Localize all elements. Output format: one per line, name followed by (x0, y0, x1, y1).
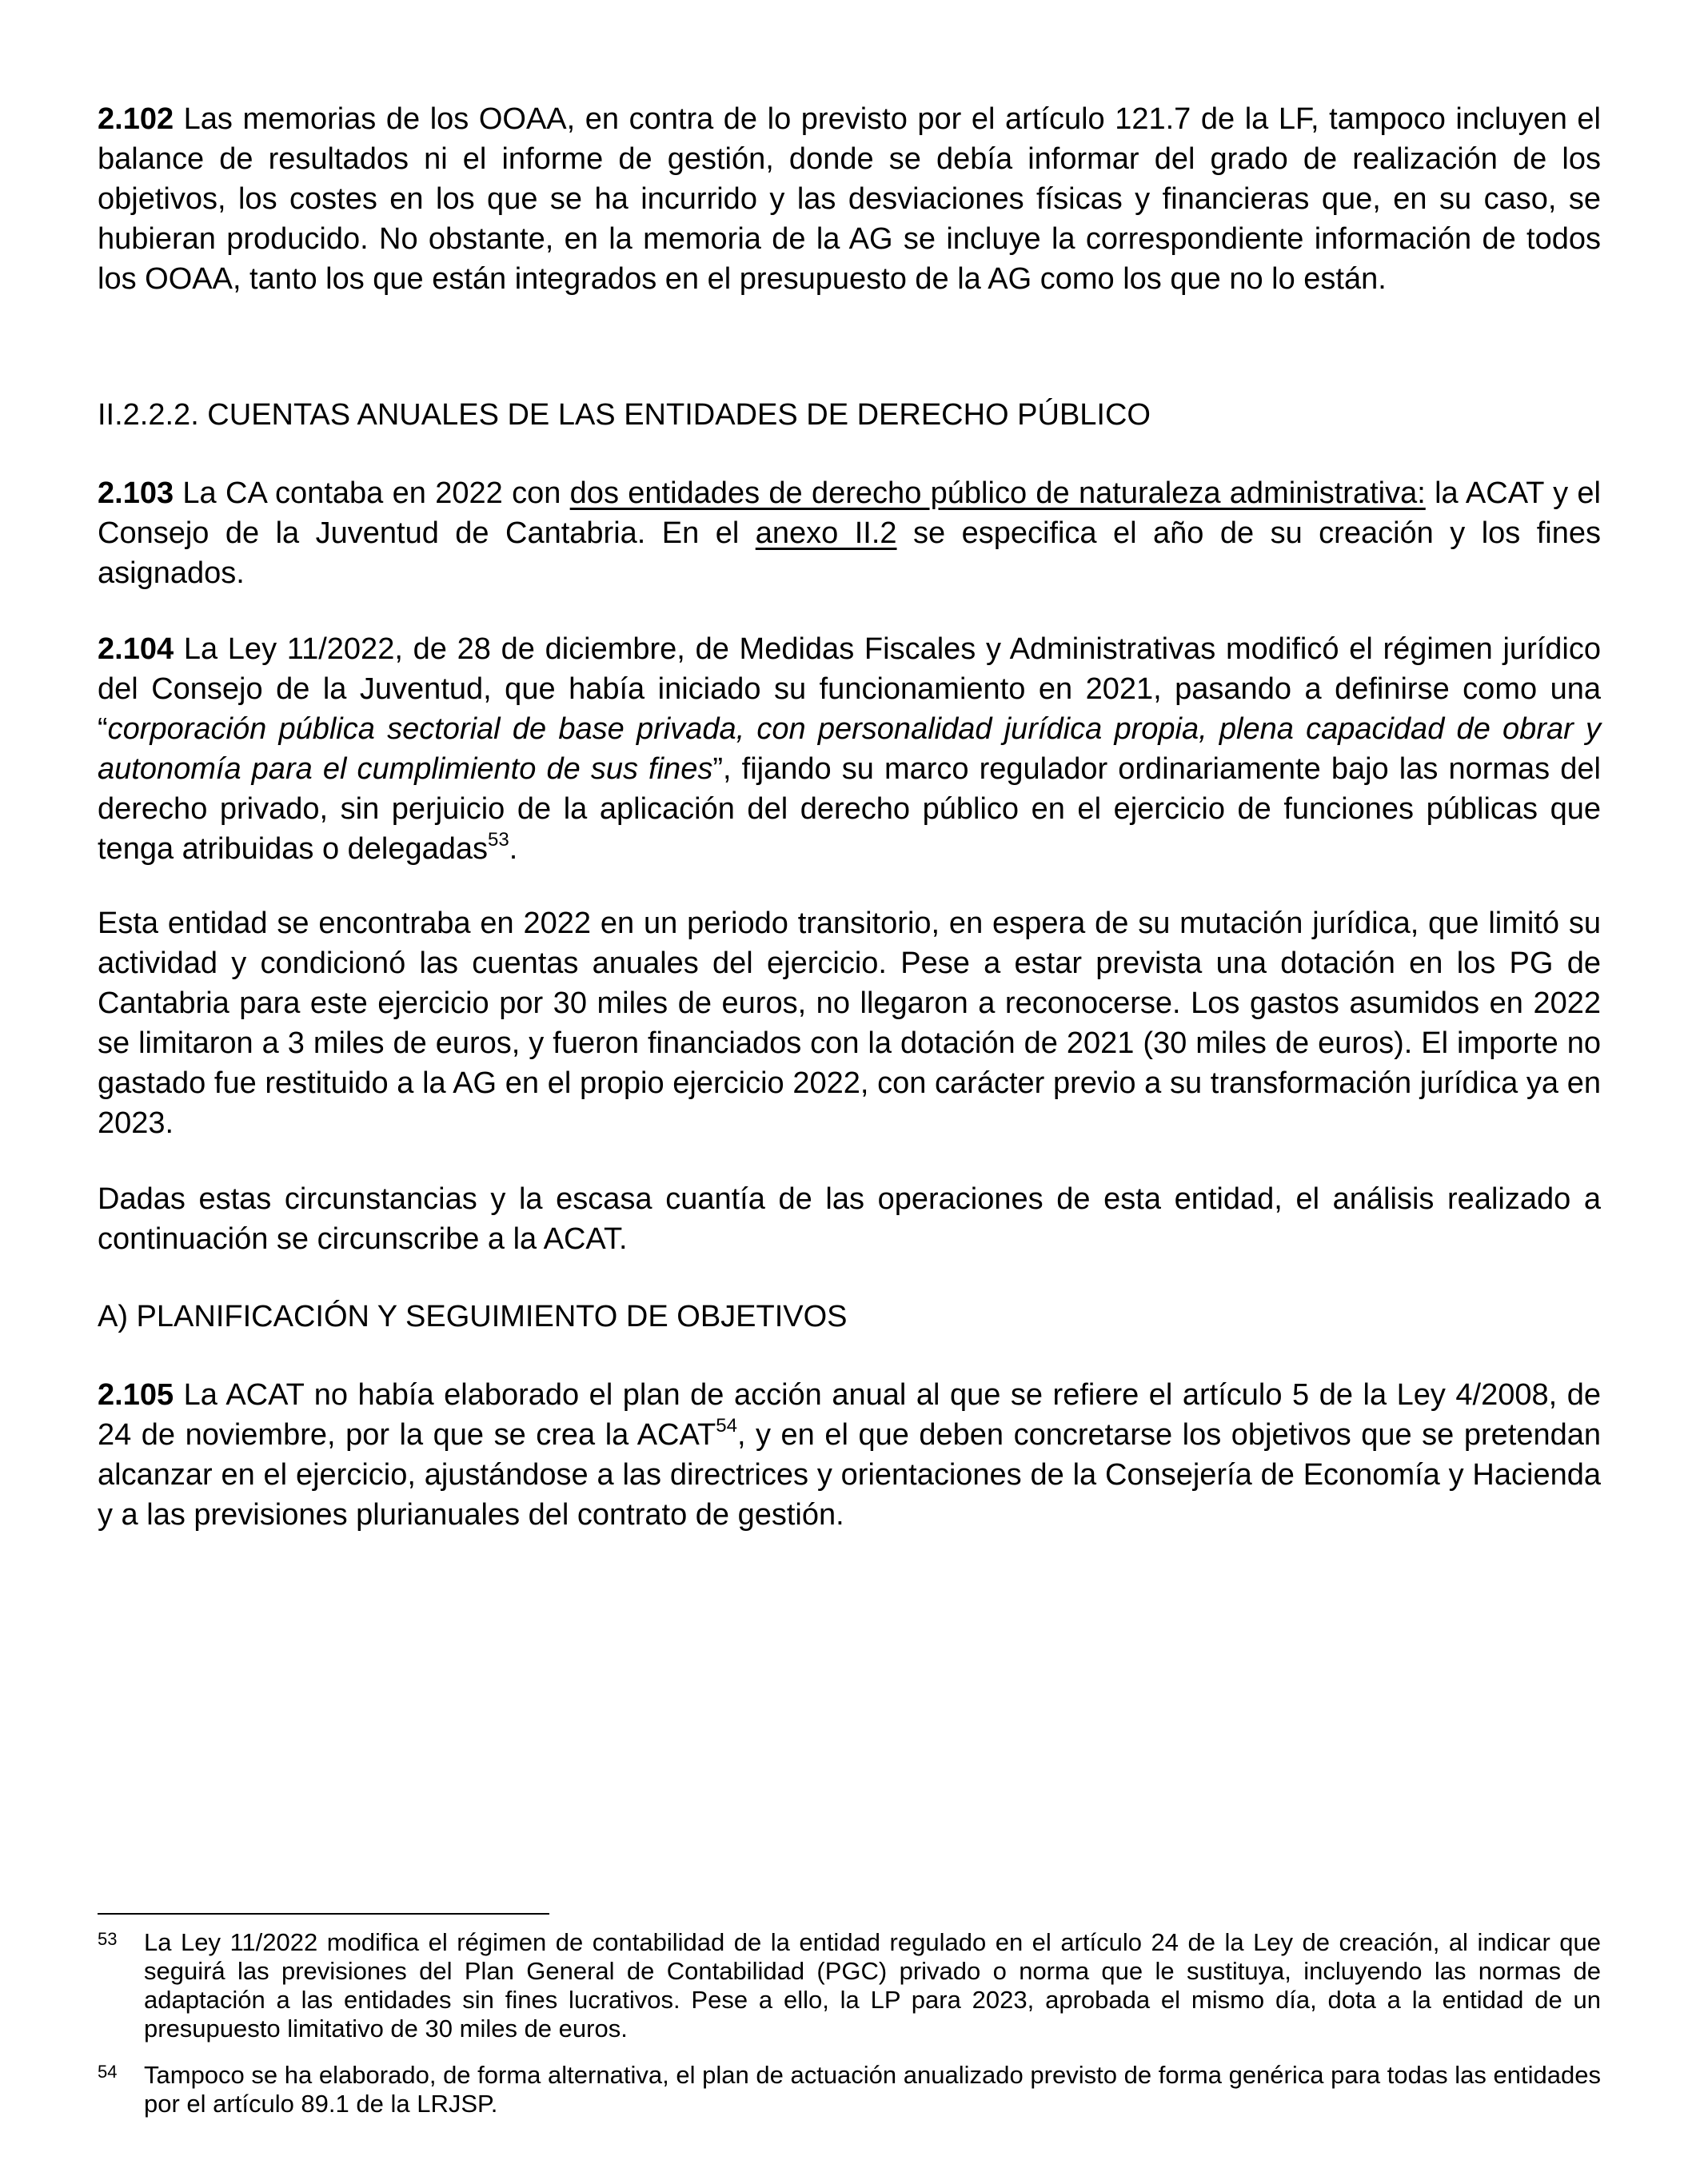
paragraph-number: 2.105 (98, 1378, 174, 1412)
footnote-text: La Ley 11/2022 modifica el régimen de contabilidad de la entidad regulado en el artículo 24 de la Ley de creación, al indicar que seguirá las previsiones del Plan General de Contabilidad (PGC) privado o norma que le sustituya, incluyendo las normas de adaptación a las entidades sin fines lucrativos. Pese a ello, la LP para 2023, aprobada el mismo día, dota a la entidad de un presupuesto limitativo de 30 miles de euros. (144, 1928, 1601, 2043)
paragraph-2-105 (98, 1375, 1601, 1535)
paragraph-text: Las memorias de los OOAA, en contra de lo previsto por el artículo 121.7 de la LF, tampoco incluyen el balance de resultados ni el informe de gestión, donde se debía informar del grado de realización de los objetivos, los costes en los que se ha incurrido y las desviaciones físicas y financieras que, en su caso, se hubieran producido. No obstante, en la memoria de la AG se incluye la correspondiente información de todos los OOAA, tanto los que están integrados en el presupuesto de la AG como los que no lo están. (98, 102, 1601, 296)
footnote-ref-54[interactable]: 54 (716, 1415, 737, 1437)
paragraph-2-102 (98, 99, 1601, 299)
quoted-definition: corporación pública sectorial de base privada, con personalidad jurídica propia, plena capacidad de obrar y autonomía para el cumplimiento de sus fines (98, 712, 1601, 786)
paragraph-text: , y en el que deben concretarse los objetivos que se pretendan alcanzar en el ejercicio, ajustándose a las directrices y orientaciones de la Consejería de Economía y Hacienda y a las previsiones plurianuales del contrato de gestión. (98, 1418, 1601, 1532)
paragraph-entidad: Esta entidad se encontraba en 2022 en un periodo transitorio, en espera de su mutación jurídica, que limitó su actividad y condicionó las cuentas anuales del ejercicio. Pese a estar prevista una dotación en los PG de Cantabria para este ejercicio por 30 miles de euros, no llegaron a reconocerse. Los gastos asumidos en 2022 se limitaron a 3 miles de euros, y fueron financiados con la dotación de 2021 (30 miles de euros). El importe no gastado fue restituido a la AG en el propio ejercicio 2022, con carácter previo a su transformación jurídica ya en 2023. (98, 907, 1601, 1140)
link-anexo-ii-2[interactable]: anexo II.2 (755, 516, 897, 550)
footnote-separator (98, 1913, 549, 1915)
paragraph-2-104 (98, 629, 1601, 869)
footnote-number: 53 (98, 1929, 118, 1949)
paragraph-2-103 (98, 473, 1601, 593)
paragraph-text: La ACAT no había elaborado el plan de acción anual al que se refiere el artículo 5 de la Ley 4/2008, de 24 de noviembre, por la que se crea la ACAT (98, 1378, 1601, 1452)
footnote-ref-53[interactable]: 53 (488, 829, 509, 851)
paragraph-number: 2.104 (98, 632, 174, 666)
paragraph-text: . (509, 832, 518, 866)
paragraph-text: la ACAT y el Consejo de la Juventud de Cantabria. En el (98, 476, 1601, 550)
footnote-number: 54 (98, 2062, 118, 2082)
paragraph-text: La Ley 11/2022, de 28 de diciembre, de Medidas Fiscales y Administrativas modificó el régimen jurídico del Consejo de la Juventud, que había iniciado su funcionamiento en 2021, pasando a definirse como una “ (98, 632, 1601, 746)
paragraph-number: 2.102 (98, 102, 174, 136)
paragraph-text: se especifica el año de su creación y los fines asignados. (98, 516, 1601, 590)
paragraph-text: ”, fijando su marco regulador ordinariamente bajo las normas del derecho privado, sin perjuicio de la aplicación del derecho público en el ejercicio de funciones públicas que tenga atribuidas o delegadas (98, 752, 1601, 866)
paragraph-dadas: Dadas estas circunstancias y la escasa cuantía de las operaciones de esta entidad, el análisis realizado a continuación se circunscribe a la ACAT. (98, 1182, 1601, 1256)
section-heading-ii-2-2-2: II.2.2.2. CUENTAS ANUALES DE LAS ENTIDADES DE DERECHO PÚBLICO (98, 398, 1151, 432)
paragraph-number: 2.103 (98, 476, 174, 510)
link-entidades-derecho-publico[interactable]: dos entidades de derecho público de naturaleza administrativa: (569, 476, 1426, 510)
footnote-54 (98, 2061, 1601, 2118)
footnote-text: Tampoco se ha elaborado, de forma alternativa, el plan de actuación anualizado previsto de forma genérica para todas las entidades por el artículo 89.1 de la LRJSP. (144, 2061, 1601, 2118)
paragraph-text: La CA contaba en 2022 con (174, 476, 570, 510)
footnote-53 (98, 1928, 1601, 2043)
section-heading-a: A) PLANIFICACIÓN Y SEGUIMIENTO DE OBJETIVOS (98, 1300, 848, 1333)
